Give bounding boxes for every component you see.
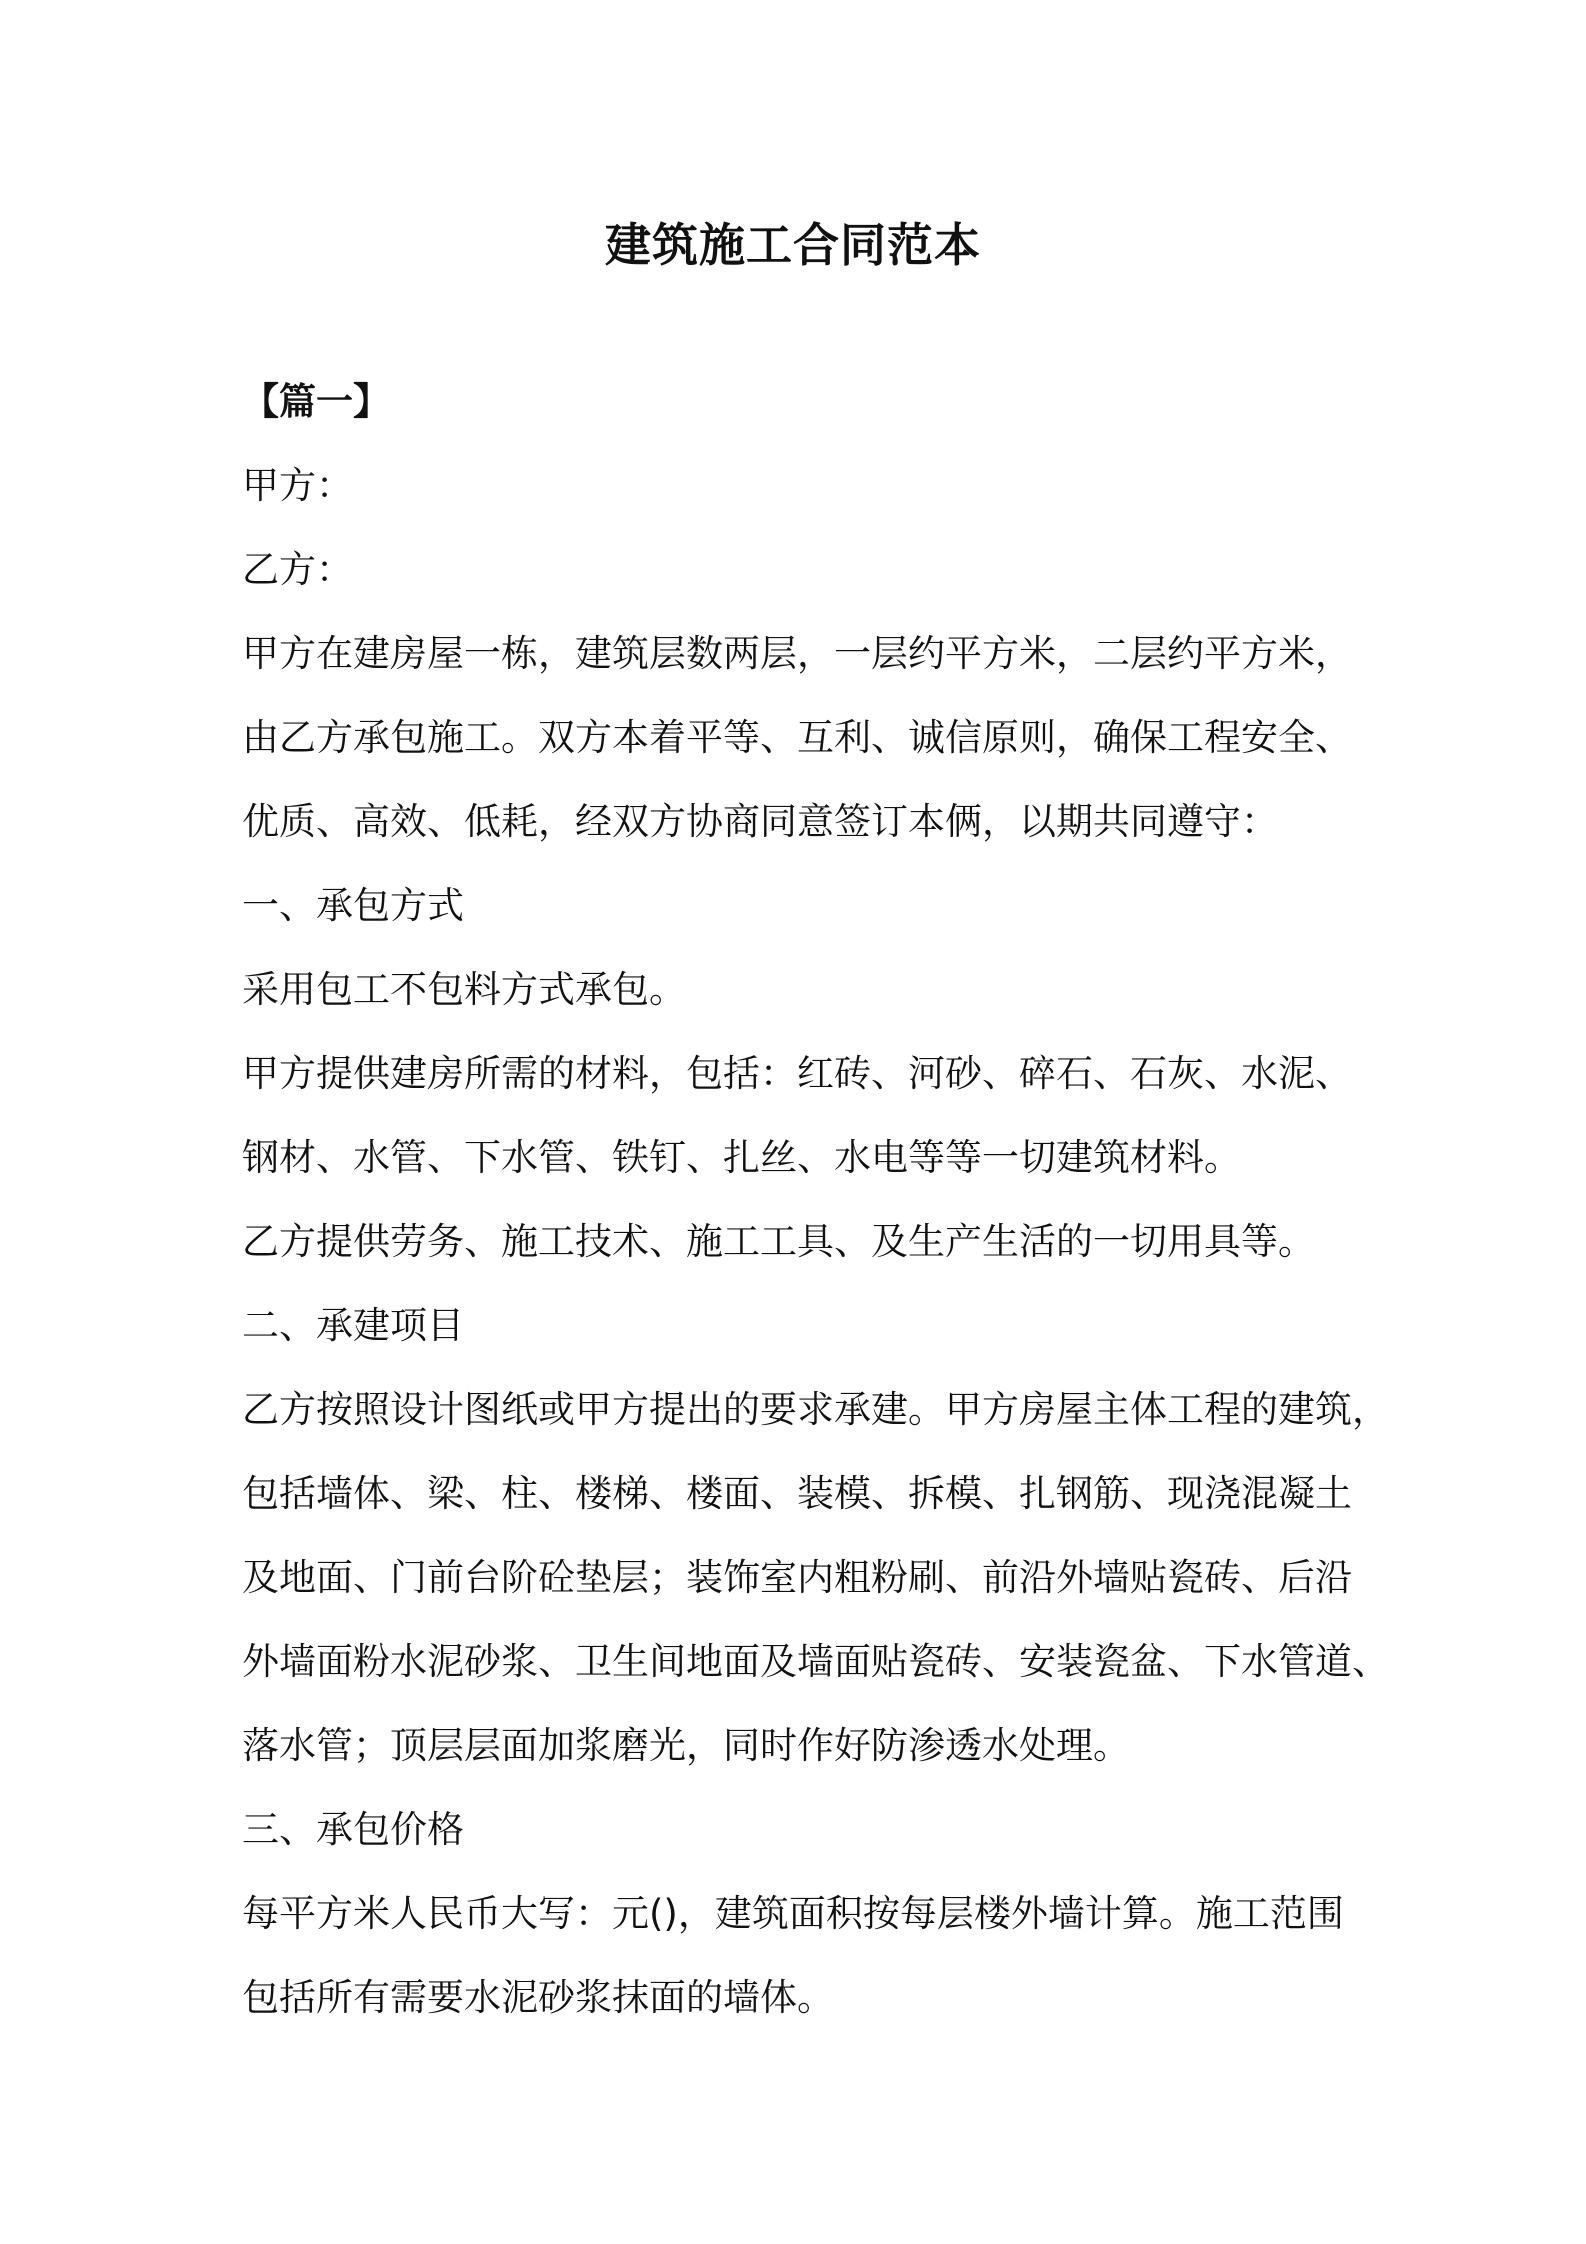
document-title: 建筑施工合同范本 bbox=[605, 218, 981, 272]
section-marker: 【篇一】 bbox=[242, 380, 390, 423]
paragraph-line: 采用包工不包料方式承包。 bbox=[242, 968, 686, 1011]
party-a-line: 甲方： bbox=[242, 464, 353, 507]
document-body bbox=[242, 360, 1389, 2040]
paragraph-line: 包括墙体、梁、柱、楼梯、楼面、装模、拆模、扎钢筋、现浇混凝土 bbox=[242, 1472, 1352, 1515]
section-heading-contract-price: 三、承包价格 bbox=[242, 1808, 464, 1851]
paragraph-line: 甲方在建房屋一栋，建筑层数两层，一层约平方米，二层约平方米， bbox=[242, 632, 1352, 675]
paragraph-line: 每平方米人民币大写：元()，建筑面积按每层楼外墙计算。施工范围 bbox=[242, 1892, 1344, 1935]
paragraph-line: 钢材、水管、下水管、铁钉、扎丝、水电等等一切建筑材料。 bbox=[242, 1136, 1241, 1179]
section-heading-construction-items: 二、承建项目 bbox=[242, 1304, 464, 1347]
paragraph-line: 外墙面粉水泥砂浆、卫生间地面及墙面贴瓷砖、安装瓷盆、下水管道、 bbox=[242, 1640, 1389, 1683]
paragraph-line: 包括所有需要水泥砂浆抹面的墙体。 bbox=[242, 1976, 834, 2019]
paragraph-line: 甲方提供建房所需的材料，包括：红砖、河砂、碎石、石灰、水泥、 bbox=[242, 1052, 1352, 1095]
paragraph-line: 由乙方承包施工。双方本着平等、互利、诚信原则，确保工程安全、 bbox=[242, 716, 1352, 759]
paragraph-line: 及地面、门前台阶砼垫层；装饰室内粗粉刷、前沿外墙贴瓷砖、后沿 bbox=[242, 1556, 1352, 1599]
paragraph-line: 优质、高效、低耗，经双方协商同意签订本俩，以期共同遵守： bbox=[242, 800, 1278, 843]
paragraph-line: 乙方提供劳务、施工技术、施工工具、及生产生活的一切用具等。 bbox=[242, 1220, 1315, 1263]
section-heading-contracting-method: 一、承包方式 bbox=[242, 884, 464, 927]
party-b-line: 乙方： bbox=[242, 548, 353, 591]
paragraph-line: 落水管；顶层层面加浆磨光，同时作好防渗透水处理。 bbox=[242, 1724, 1130, 1767]
paragraph-line: 乙方按照设计图纸或甲方提出的要求承建。甲方房屋主体工程的建筑， bbox=[242, 1388, 1389, 1431]
